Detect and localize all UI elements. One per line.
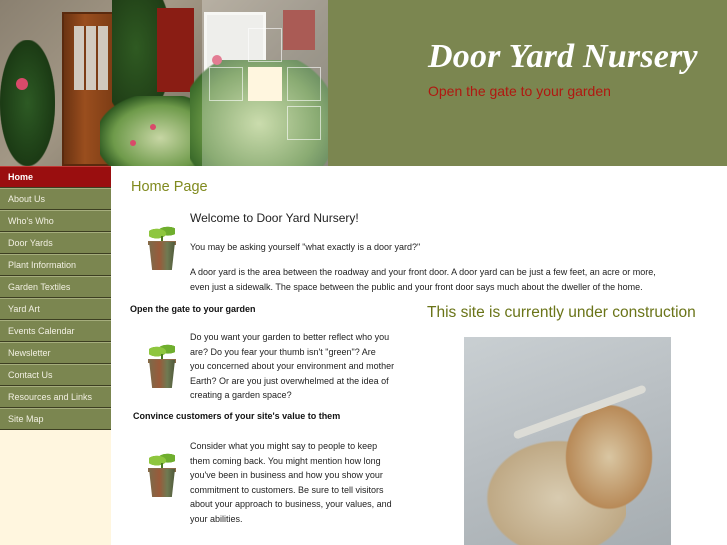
text-line: Earth? Or are you just overwhelmed at the idea of — [190, 375, 389, 386]
text-line: you concerned about your environment and mother — [190, 361, 395, 371]
main-content — [111, 166, 727, 545]
site-tagline: Open the gate to your garden — [428, 83, 611, 99]
section-heading-convince-customers: Convince customers of your site's value to them — [133, 411, 341, 421]
section-body-open-gate — [190, 330, 394, 403]
welcome-intro: You may be asking yourself "what exactly is a door yard?" — [190, 242, 421, 252]
site-header — [0, 0, 727, 166]
under-construction-notice: This site is currently under construction — [427, 304, 696, 321]
gardening-gloves-photo — [464, 337, 671, 545]
doorway-definition-line-2: even just a sidewalk. The space between the public and your front door says much about the dweller of the home. — [190, 281, 643, 292]
doorway-definition-line-1: A door yard is the area between the roadway and your front door. A door yard can be just a few feet, an acre or more, — [190, 267, 656, 277]
sidebar-item-site-map[interactable]: Site Map — [0, 408, 111, 430]
text-line: are? Do you fear your thumb isn't "green"? Are — [190, 346, 376, 357]
decorative-square — [248, 67, 282, 101]
section-body-convince-customers — [190, 439, 392, 526]
site-title: Door Yard Nursery — [428, 38, 698, 75]
page-title: Home Page — [131, 179, 208, 195]
text-line: Consider what you might say to people to keep — [190, 441, 378, 451]
sidebar-item-events-calendar[interactable]: Events Calendar — [0, 320, 111, 342]
text-line: you've been in business and how you show your — [190, 470, 383, 480]
sidebar-item-door-yards[interactable]: Door Yards — [0, 232, 111, 254]
sidebar-item-about-us[interactable]: About Us — [0, 188, 111, 210]
doorway-definition — [190, 265, 656, 294]
sidebar-item-newsletter[interactable]: Newsletter — [0, 342, 111, 364]
section-heading-open-gate: Open the gate to your garden — [130, 304, 256, 314]
potted-seedling-icon — [145, 342, 179, 390]
sidebar-item-resources-and-links[interactable]: Resources and Links — [0, 386, 111, 408]
text-line: about your approach to business, your values, and — [190, 499, 392, 509]
banner-photo — [0, 0, 328, 166]
sidebar-item-yard-art[interactable]: Yard Art — [0, 298, 111, 320]
text-line: them coming back. You might mention how long — [190, 455, 381, 466]
sidebar-item-home[interactable]: Home — [0, 166, 111, 188]
sidebar-item-contact-us[interactable]: Contact Us — [0, 364, 111, 386]
sidebar-item-plant-information[interactable]: Plant Information — [0, 254, 111, 276]
sidebar-item-whos-who[interactable]: Who's Who — [0, 210, 111, 232]
text-line: commitment to customers. Be sure to tell visitors — [190, 484, 384, 495]
text-line: your abilities. — [190, 513, 243, 524]
text-line: creating a garden space? — [190, 390, 292, 400]
potted-seedling-icon — [145, 224, 179, 272]
sidebar-nav — [0, 166, 111, 430]
sidebar — [0, 166, 111, 545]
welcome-heading: Welcome to Door Yard Nursery! — [190, 211, 359, 225]
potted-seedling-icon — [145, 451, 179, 499]
text-line: Do you want your garden to better reflect who you — [190, 332, 390, 342]
sidebar-item-garden-textiles[interactable]: Garden Textiles — [0, 276, 111, 298]
